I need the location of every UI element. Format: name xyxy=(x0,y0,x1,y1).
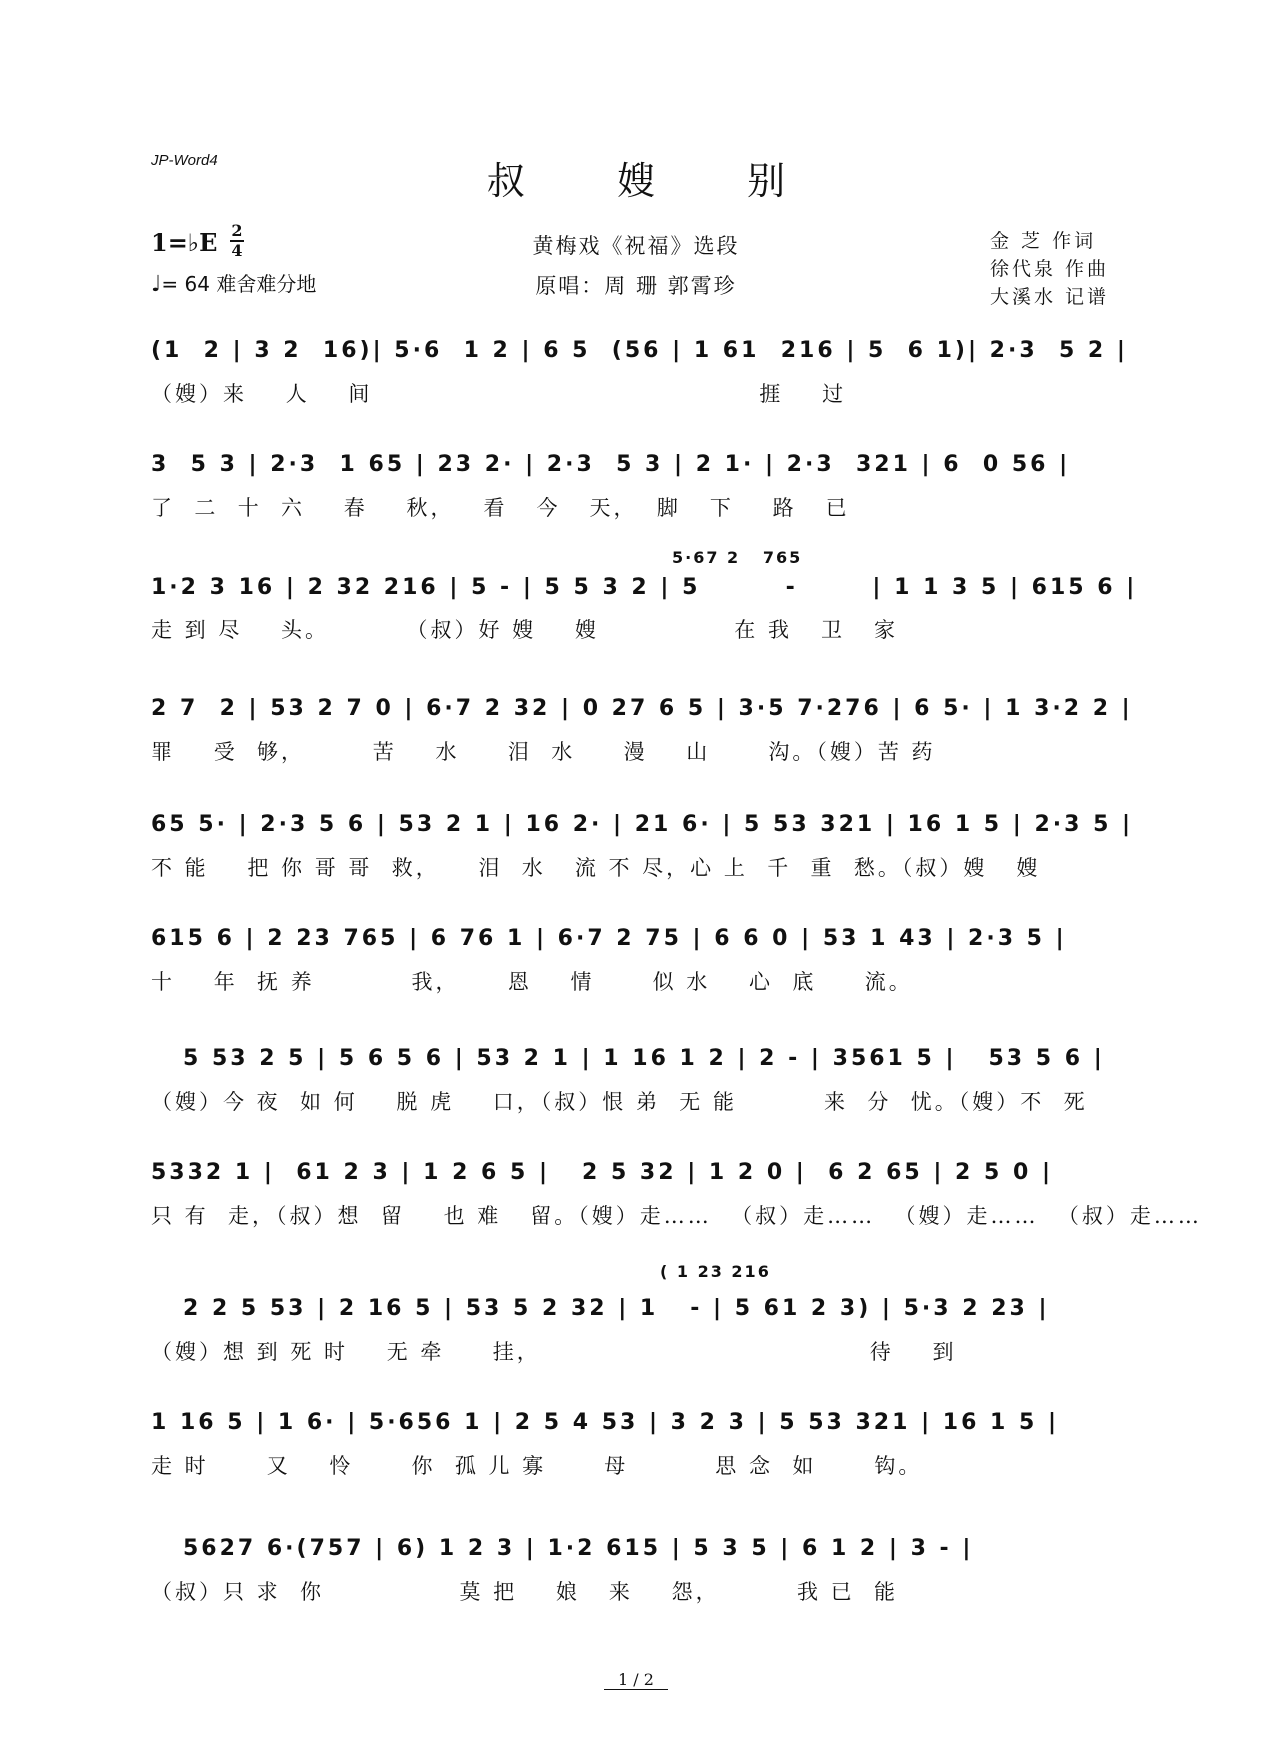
quarter-note-icon: ♩ xyxy=(151,272,162,297)
time-signature-top: 2 xyxy=(231,221,243,240)
lyric-line-9: （嫂）想 到 死 时 无 牵 挂， 待 到 xyxy=(151,1340,957,1364)
notation-line-5-notes: 65 5· | 2·3 5 6 | 53 2 1 | 16 2· | 21 6· | 5 53 321 | 16 1 5 | 2·3 5 | xyxy=(151,812,1134,837)
lyric-line-4: 罪 受 够， 苦 水 泪 水 漫 山 沟。（嫂）苦 药 xyxy=(151,740,936,764)
lyric-line-8: 只 有 走，（叔）想 留 也 难 留。（嫂）走…… （叔）走…… （嫂）走…… （叔）走…… xyxy=(151,1204,1202,1228)
notation-line-3-notes: 1·2 3 16 | 2 32 216 | 5 - | 5 5 3 2 | 5 - | 1 1 3 5 | 615 6 | xyxy=(151,575,1138,600)
tempo-value: = 64 xyxy=(161,272,210,296)
key-signature: 1=♭E xyxy=(151,228,218,257)
notation-line-1-notes: (1 2 | 3 2 16)| 5·6 1 2 | 6 5 (56 | 1 61 216 | 5 6 1)| 2·3 5 2 | xyxy=(151,338,1128,363)
lyric-line-7: （嫂）今 夜 如 何 脱 虎 口，（叔）恨 弟 无 能 来 分 忧。（嫂）不 死 xyxy=(151,1090,1088,1114)
ornament-notes-line-3: 5·67 2 765 xyxy=(672,548,803,567)
notation-line-10-notes: 1 16 5 | 1 6· | 5·656 1 | 2 5 4 53 | 3 2 3 | 5 53 321 | 16 1 5 | xyxy=(151,1410,1060,1435)
page-number-text: 1 / 2 xyxy=(604,1670,668,1690)
notation-line-4-notes: 2 7 2 | 53 2 7 0 | 6·7 2 32 | 0 27 6 5 | 3·5 7·276 | 6 5· | 1 3·2 2 | xyxy=(151,696,1133,721)
notation-line-11-notes: 5627 6·(757 | 6) 1 2 3 | 1·2 615 | 5 3 5 | 6 1 2 | 3 - | xyxy=(151,1536,974,1561)
lyric-line-11: （叔）只 求 你 莫 把 娘 来 怨， 我 已 能 xyxy=(151,1580,899,1604)
time-signature-bottom: 4 xyxy=(231,241,243,260)
composer-credit: 徐代泉 作曲 xyxy=(990,258,1110,280)
notation-line-7-notes: 5 53 2 5 | 5 6 5 6 | 53 2 1 | 1 16 1 2 | 2 - | 3561 5 | 53 5 6 | xyxy=(151,1046,1105,1071)
lyric-line-2: 了 二 十 六 春 秋， 看 今 天， 脚 下 路 已 xyxy=(151,496,850,520)
notation-line-8-notes: 5332 1 | 61 2 3 | 1 2 6 5 | 2 5 32 | 1 2 0 | 6 2 65 | 2 5 0 | xyxy=(151,1160,1053,1185)
software-label: JP-Word4 xyxy=(151,152,218,169)
source-subtitle: 黄梅戏《祝福》选段 xyxy=(532,234,740,258)
transcriber-credit: 大溪水 记谱 xyxy=(990,286,1110,308)
lyric-line-1: （嫂）来 人 间 捱 过 xyxy=(151,382,847,406)
ornament-notes-line-9: ( 1 23 216 xyxy=(660,1262,771,1281)
lyricist-credit: 金 芝 作词 xyxy=(990,230,1097,252)
lyric-line-3: 走 到 尽 头。 （叔）好 嫂 嫂 在 我 卫 家 xyxy=(151,618,899,642)
page-number xyxy=(0,1670,1272,1689)
expression-mark: 难舍难分地 xyxy=(216,272,317,296)
lyric-line-6: 十 年 抚 养 我， 恩 情 似 水 心 底 流。 xyxy=(151,970,913,994)
original-singers: 原唱：周 珊 郭霄珍 xyxy=(535,274,737,298)
lyric-line-10: 走 时 又 怜 你 孤 儿 寡 母 思 念 如 钩。 xyxy=(151,1454,923,1478)
lyric-line-5: 不 能 把 你 哥 哥 救， 泪 水 流 不 尽，心 上 千 重 愁。（叔）嫂 嫂 xyxy=(151,856,1041,880)
notation-line-6-notes: 615 6 | 2 23 765 | 6 76 1 | 6·7 2 75 | 6 6 0 | 53 1 43 | 2·3 5 | xyxy=(151,926,1067,951)
page-title: 叔 嫂 别 xyxy=(486,159,826,203)
notation-line-2-notes: 3 5 3 | 2·3 1 65 | 23 2· | 2·3 5 3 | 2 1· | 2·3 321 | 6 0 56 | xyxy=(151,452,1071,477)
notation-line-9-notes: 2 2 5 53 | 2 16 5 | 53 5 2 32 | 1 - | 5 61 2 3) | 5·3 2 23 | xyxy=(151,1296,1050,1321)
